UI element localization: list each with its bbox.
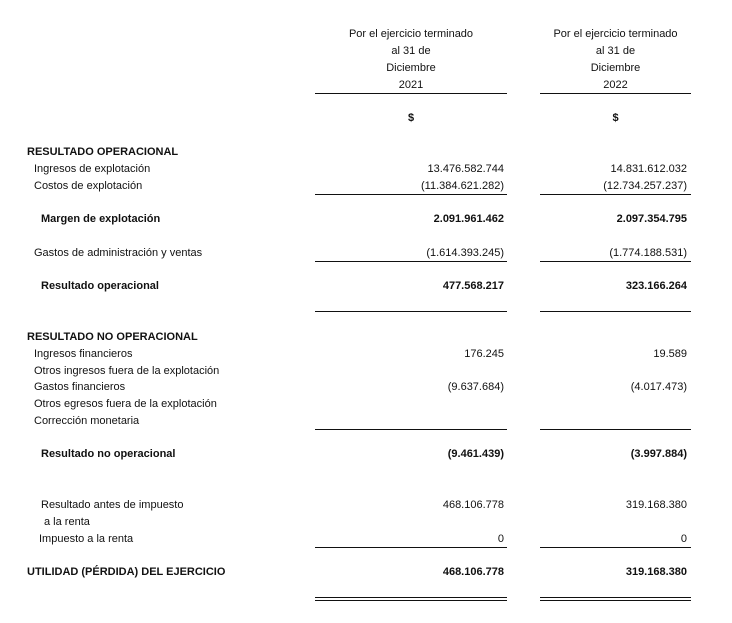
row-label-resultado-operacional: Resultado operacional [41,280,159,292]
currency-2021: $ [407,112,415,124]
section-title-non-operational: RESULTADO NO OPERACIONAL [27,331,198,343]
row-value-2022-costos-explotacion: (12.734.257.237) [603,180,687,192]
row-value-2022-ingresos-financieros: 19.589 [653,348,687,360]
row-value-2021-resultado-operacional: 477.568.217 [442,280,504,292]
header-2021-line2: al 31 de [391,45,431,57]
row-label-resultado-antes-impuesto: Resultado antes de impuesto [41,499,184,511]
row-value-2021-ingresos-explotacion: 13.476.582.744 [427,163,504,175]
header-underline-2021 [315,93,507,94]
header-underline-2022 [540,93,691,94]
row-label-gastos-financieros: Gastos financieros [34,381,126,393]
row-value-2022-ingresos-explotacion: 14.831.612.032 [610,163,687,175]
row-value-2022-impuesto-renta: 0 [680,533,687,545]
row-value-2021-margen-explotacion: 2.091.961.462 [433,213,504,225]
row-label-utilidad-ejercicio: UTILIDAD (PÉRDIDA) DEL EJERCICIO [27,566,226,578]
row-label-margen-explotacion: Margen de explotación [41,213,161,225]
double-underline-bottom-2021 [315,600,507,601]
row-label-impuesto-renta: Impuesto a la renta [39,533,134,545]
header-2022-line3: Diciembre [590,62,641,74]
section-title-operational: RESULTADO OPERACIONAL [27,146,179,158]
currency-2022: $ [612,112,619,124]
double-underline-bottom-2022 [540,600,691,601]
header-2021-line3: Diciembre [386,62,436,74]
header-2022-year: 2022 [603,79,628,91]
row-value-2021-resultado-antes-impuesto: 468.106.778 [442,499,504,511]
row-value-2021-utilidad-ejercicio: 468.106.778 [442,566,504,578]
underline-gastos-admin-2021 [315,261,507,262]
row-value-2022-gastos-financieros: (4.017.473) [630,381,687,393]
underline-resultado-operacional-2021 [315,311,507,312]
row-label-ingresos-explotacion: Ingresos de explotación [34,163,151,175]
row-value-2022-resultado-antes-impuesto: 319.168.380 [625,499,687,511]
row-label-correccion-monetaria: Corrección monetaria [34,415,140,427]
underline-resultado-operacional-2022 [540,311,691,312]
row-label-costos-explotacion: Costos de explotación [34,180,143,192]
underline-costos-2021 [315,194,507,195]
underline-gastos-admin-2022 [540,261,691,262]
row-value-2022-margen-explotacion: 2.097.354.795 [616,213,687,225]
row-label-otros-ingresos: Otros ingresos fuera de la explotación [34,365,220,377]
header-2021-year: 2021 [398,79,424,91]
row-value-2021-resultado-no-operacional: (9.461.439) [447,448,504,460]
row-value-2022-utilidad-ejercicio: 319.168.380 [625,566,687,578]
row-label-ingresos-financieros: Ingresos financieros [34,348,133,360]
row-value-2022-resultado-no-operacional: (3.997.884) [630,448,687,460]
row-value-2021-impuesto-renta: 0 [497,533,504,545]
row-label-gastos-admin: Gastos de administración y ventas [34,247,203,259]
row-label-otros-egresos: Otros egresos fuera de la explotación [34,398,217,410]
underline-impuesto-2021 [315,547,507,548]
row-value-2022-resultado-operacional: 323.166.264 [625,280,687,292]
underline-costos-2022 [540,194,691,195]
header-2022-line1: Por el ejercicio terminado [553,28,678,40]
row-value-2021-gastos-financieros: (9.637.684) [447,381,504,393]
row-value-2022-gastos-admin: (1.774.188.531) [609,247,687,259]
row-label-resultado-no-operacional: Resultado no operacional [41,448,176,460]
row-value-2021-ingresos-financieros: 176.245 [464,348,504,360]
double-underline-top-2022 [540,597,691,598]
row-label-resultado-antes-impuesto-line2: a la renta [44,516,90,528]
underline-correccion-2021 [315,429,507,430]
header-2021-line1: Por el ejercicio terminado [348,28,474,40]
underline-correccion-2022 [540,429,691,430]
underline-impuesto-2022 [540,547,691,548]
double-underline-top-2021 [315,597,507,598]
row-value-2021-costos-explotacion: (11.384.621.282) [421,180,504,192]
row-value-2021-gastos-admin: (1.614.393.245) [426,247,504,259]
header-2022-line2: al 31 de [595,45,636,57]
